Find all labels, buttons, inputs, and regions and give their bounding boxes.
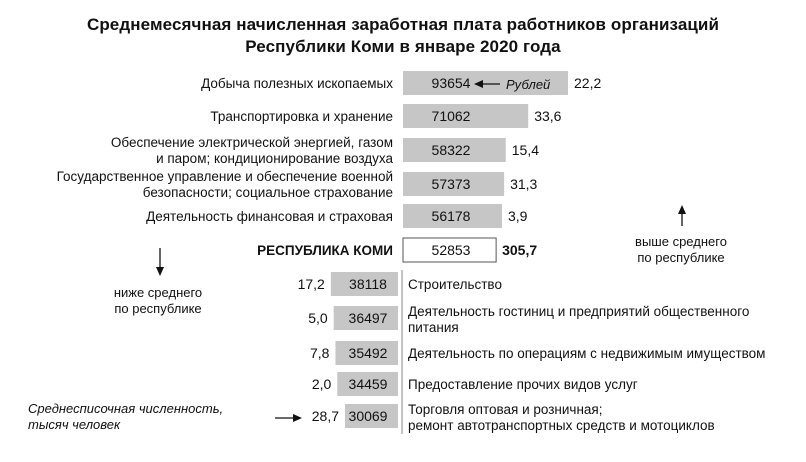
headcount-below-5: 28,7 <box>311 408 340 424</box>
bar-value-above-3: 58322 <box>431 142 471 158</box>
chart-title: Среднемесячная начисленная заработная плата работников организаций <box>86 15 720 34</box>
headcount-above-5: 3,9 <box>507 208 528 224</box>
category-label-below-3: Деятельность по операциям с недвижимым имуществом <box>408 346 766 361</box>
below-average-note: по республике <box>114 301 202 316</box>
category-label-above-3: Обеспечение электрической энергией, газом <box>110 135 393 150</box>
headcount-below-3: 7,8 <box>310 345 330 361</box>
category-label-above-5: Деятельность финансовая и страховая <box>146 209 393 224</box>
bar-value-below-2: 36497 <box>348 310 388 326</box>
headcount-arrow-icon <box>293 414 302 422</box>
above-average-note: по республике <box>637 250 725 265</box>
category-label-above-4: Государственное управление и обеспечение военной <box>56 169 393 184</box>
bar-value-above-5: 56178 <box>431 208 471 224</box>
chart-subtitle: Республики Коми в январе 2020 года <box>245 37 561 56</box>
headcount-above-3: 15,4 <box>511 142 540 158</box>
bar-value-below-4: 34459 <box>348 376 388 392</box>
bar-value-below-5: 30069 <box>348 408 388 424</box>
category-label-below-2: Деятельность гостиниц и предприятий общественного <box>408 304 750 319</box>
bar-value-above-2: 71062 <box>431 108 471 124</box>
below-average-note: ниже среднего <box>113 285 203 300</box>
category-label-below-2: питания <box>408 320 459 335</box>
headcount-above-4: 31,3 <box>510 176 538 192</box>
bar-value-below-1: 38118 <box>349 276 387 292</box>
bar-value-average: 52853 <box>431 242 471 258</box>
headcount-average: 305,7 <box>502 242 538 258</box>
above-arrow-icon <box>678 205 686 214</box>
bar-value-below-3: 35492 <box>348 345 388 361</box>
unit-label: Рублей <box>506 77 551 92</box>
category-label-average: РЕСПУБЛИКА КОМИ <box>257 243 393 258</box>
category-label-above-2: Транспортировка и хранение <box>210 109 393 124</box>
category-label-below-5: Торговля оптовая и розничная; <box>408 402 603 417</box>
category-label-above-1: Добыча полезных ископаемых <box>201 76 393 91</box>
bar-value-above-4: 57373 <box>431 176 471 192</box>
category-label-above-3: и паром; кондиционирование воздуха <box>156 151 393 166</box>
headcount-above-2: 33,6 <box>534 108 562 124</box>
headcount-above-1: 22,2 <box>574 75 602 91</box>
headcount-below-2: 5,0 <box>308 310 328 326</box>
category-label-below-4: Предоставление прочих видов услуг <box>408 377 638 392</box>
above-average-note: выше среднего <box>635 234 727 249</box>
headcount-below-4: 2,0 <box>311 376 332 392</box>
category-label-below-1: Строительство <box>408 277 502 292</box>
below-arrow-icon <box>156 267 164 276</box>
bar-value-above-1: 93654 <box>431 75 471 91</box>
category-label-above-4: безопасности; социальное страхование <box>142 185 393 200</box>
headcount-legend: Среднесписочная численность, <box>28 401 224 416</box>
headcount-legend: тысяч человек <box>28 417 121 432</box>
headcount-below-1: 17,2 <box>297 276 325 292</box>
category-label-below-5: ремонт автотранспортных средств и мотоциклов <box>408 418 715 433</box>
